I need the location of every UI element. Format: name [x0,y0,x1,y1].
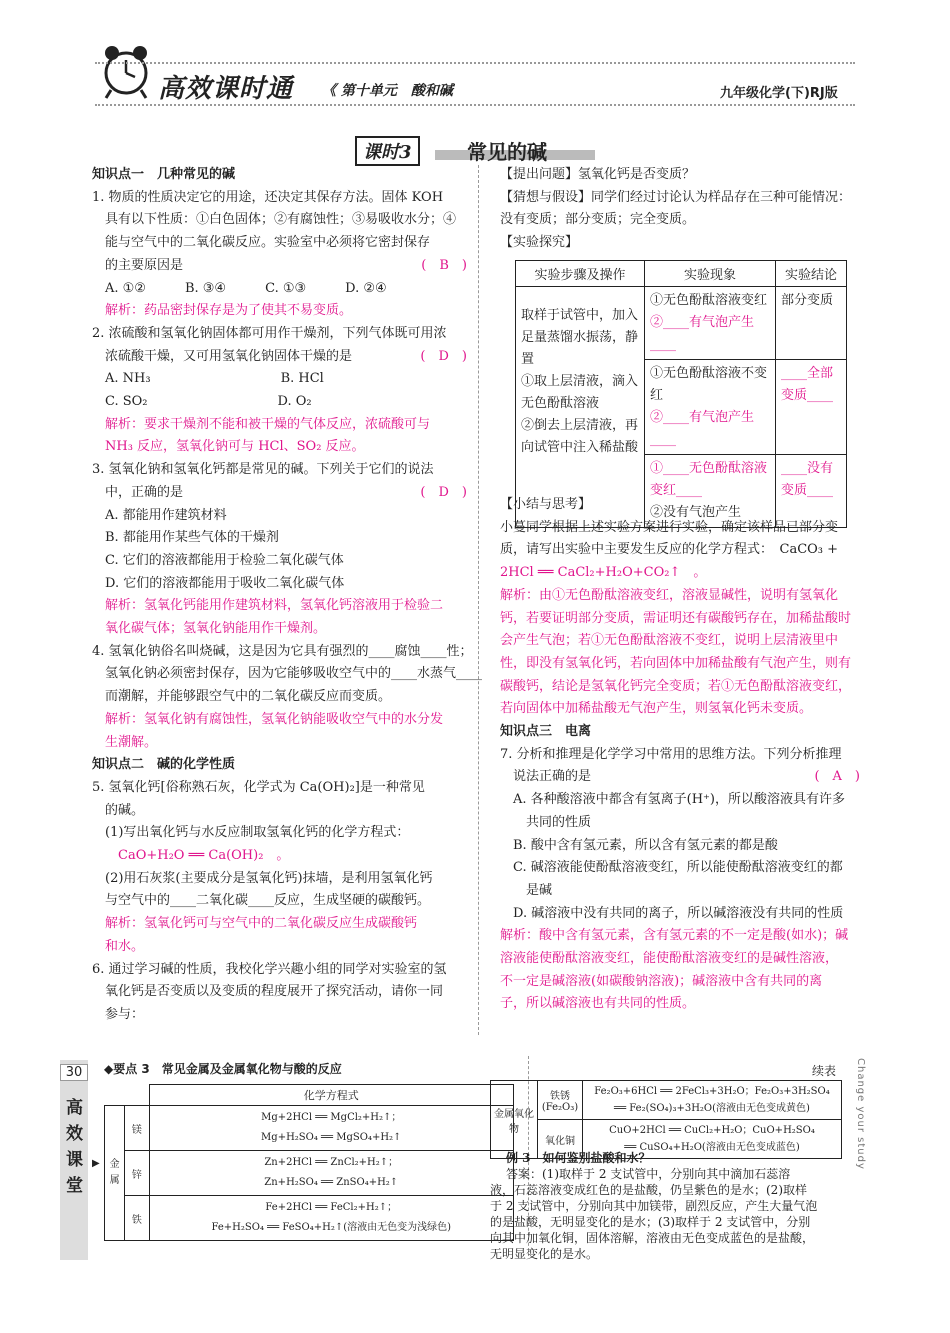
line-text: 小蔓同学根据上述实验方案进行实验，确定该样品已部分变 [500,519,839,535]
equation: Mg+H₂SO₄ ══ MgSO₄+H₂↑ [261,1132,402,1143]
text-line [105,369,324,389]
analysis-line [500,654,851,674]
right-column-middle [500,495,860,1035]
equation: ══ Fe₂(SO₄)₃+3H₂O(溶液由无色变成黄色) [614,1103,810,1114]
line-text: NH₃ 反应，氢氧化钠可与 HCl、SO₂ 反应。 [105,439,365,455]
line-text: 氢氧化钠必须密封保存，因为它能够吸收空气中的____水蒸气____ [105,666,483,682]
section-heading [92,755,235,775]
exp-phenomenon-1: ①____无色酚酞溶液变红____ [650,461,768,498]
text-line [500,518,838,538]
line-text: A. 都能用作建筑材料 [105,507,227,523]
equation: Zn+2HCl ══ ZnCl₂+H₂↑； [264,1157,399,1168]
exp-conclusion-cell: ____没有变质____ [776,455,847,528]
line-text: 1. 物质的性质决定它的用途，还决定其保存方法。固体 KOH [92,189,444,205]
equation: Mg+2HCl ══ MgCl₂+H₂↑； [261,1112,402,1123]
oxide-equations [583,1081,842,1120]
exp-step-cell: 取样于试管中，加入足量蒸馏水振荡，静置 ①取上层清液，滴入无色酚酞溶液 ②倒去上层清液，再向试管中注入稀盐酸 [516,287,645,528]
analysis-line [500,972,822,992]
text-line [526,881,552,901]
line-text: 浓硫酸干燥，又可用氢氧化钠固体干燥的是 [105,348,353,364]
text-line [92,460,434,480]
line-text: 会产生气泡；若①无色酚酞溶液不变红，说明上层清液里中 [500,633,839,649]
text-line [500,165,695,185]
line-text: 解析：由①无色酚酞溶液变红，溶液显碱性，说明有氢氧化 [500,587,839,603]
line-text: 钙，若要证明部分变质，需证明还有碳酸钙存在，加稀盐酸时 [500,610,852,626]
line-text: 质，请写出实验中主要发生反应的化学方程式： CaCO₃ + [500,542,839,558]
exp-header-conclusion: 实验结论 [776,261,847,287]
line-text: 共同的性质 [526,814,592,830]
exp-conclusion-cell: 部分变质 [776,287,847,360]
line-text: 知识点一 几种常见的碱 [92,167,236,182]
left-column [92,165,483,1045]
example-block [490,1150,850,1262]
text-line [105,687,391,707]
exp-phenomenon-cell [645,287,776,360]
line-text: C. SO₂ D. O₂ [105,394,312,409]
lesson-title: 常见的碱 [467,140,547,164]
line-text: 溶液能使酚酞溶液变红，能使酚酞溶液变红的是碱性溶液， [500,951,839,966]
vertical-slogan: Change your study [855,1058,866,1170]
text-line [105,528,279,548]
alarm-clock-logo-icon [95,40,157,102]
text-line [105,891,430,911]
text-line [500,210,695,230]
line-text: 而潮解，并能够跟空气中的二氧化碳反应而变质。 [105,689,392,705]
text-line [92,778,425,798]
analysis-line [500,994,695,1014]
line-text: 能与空气中的二氧化碳反应。实验室中必须将它密封保存 [105,235,431,251]
example-line: 的是盐酸，无明显变化的是水；(3)取样于 2 支试管中，分别 [490,1215,811,1229]
line-text: C. 它们的溶液都能用于检验二氧化碳气体 [105,552,344,568]
analysis-line [105,914,417,934]
line-text: 生潮解。 [105,734,158,750]
line-text: 没有变质；部分变质；完全变质。 [500,212,696,228]
analysis-line [105,937,144,957]
text-line [105,1005,144,1025]
line-text: 具有以下性质：①白色固体；②有腐蚀性；③易吸收水分；④ [105,212,457,228]
line-text: 知识点三 电离 [500,724,592,739]
analysis-line [105,415,430,435]
text-line [105,574,344,594]
text-line [500,495,591,515]
line-text: 【提出问题】氢氧化钙是否变质？ [500,167,696,182]
metal-name: 铁 [125,1196,149,1241]
side-label: 高效课堂 [66,1098,83,1196]
text-line [105,392,312,412]
line-text: 不一定是碱溶液(如碳酸钠溶液)；碱溶液中含有共同的离 [500,973,823,989]
edition-label: 九年级化学(下)RJ版 [720,86,838,101]
page-number-tab [60,1060,88,1260]
analysis-line [500,609,851,629]
line-text: 5. 氢氧化钙[俗称熟石灰，化学式为 Ca(OH)₂]是一种常见 [92,779,425,795]
metal-equations [149,1106,514,1151]
analysis-line [105,301,352,321]
line-text: C. 碱溶液能使酚酞溶液变红，所以能使酚酞溶液变红的都 [513,860,843,876]
line-text: 解析：要求干燥剂不能和被干燥的气体反应，浓硫酸可与 [105,416,431,432]
text-line [513,858,843,878]
text-line [105,869,433,889]
exp-conclusion-cell: ____全部变质____ [776,360,847,455]
line-text: (2)用石灰浆(主要成分是氢氧化钙)抹墙，是利用氢氧化钙 [105,870,433,886]
analysis-line [500,926,848,946]
line-text: 【实验探究】 [500,235,579,251]
equation: Zn+H₂SO₄ ══ ZnSO₄+H₂↑ [264,1177,399,1188]
line-text: D. 碱溶液中没有共同的离子，所以碱溶液没有共同的性质 [513,905,844,921]
line-text: 知识点二 碱的化学性质 [92,757,236,773]
line-text: B. 酸中含有氢元素，所以含有氢元素的都是酸 [513,837,778,853]
text-line [500,745,842,765]
line-text: 4. 氢氧化钠俗名叫烧碱，这是因为它具有强烈的____腐蚀____性； [92,643,473,659]
line-text: A. 各种酸溶液中都含有氢离子(H⁺)，所以酸溶液具有许多 [513,792,845,808]
line-text: 解析：氢氧化钠有腐蚀性，氢氧化钠能吸收空气中的水分发 [105,711,444,727]
oxide-name: 氧化铜 [538,1120,583,1159]
line-text: 2. 浓硫酸和氢氧化钠固体都可用作干燥剂，下列气体既可用浓 [92,325,447,341]
line-text: A. ①② B. ③④ C. ①③ D. ②④ [105,280,387,296]
line-text: 是碱 [526,882,553,898]
exp-phenomenon-2: ②____有气泡产生____ [650,315,755,352]
analysis-line [105,437,365,457]
text-line [513,904,843,924]
text-line [105,483,183,503]
analysis-line [500,631,838,651]
metal-group-cell: 金属 [105,1106,125,1241]
line-text: 【小结与思考】 [500,497,592,512]
metal-acid-table [104,1084,514,1241]
equation: ══ CuSO₄+H₂O(溶液由无色变成蓝色) [624,1142,800,1153]
analysis-line [500,677,851,697]
text-line [105,551,344,571]
key-point-title: ◆要点 3 常见金属及金属氧化物与酸的反应 [104,1062,342,1076]
analysis-line [500,586,838,606]
example-line: 于 2 支试管中，分别向其中加镁带，剧烈反应，产生大量气泡 [490,1199,818,1213]
table-header: 化学方程式 [149,1085,514,1106]
answer-choice: ( B ) [421,257,467,273]
line-text: 性，即没有氢氧化钙，若向固体中加稀盐酸有气泡产生，则有 [500,655,852,671]
line-text: 【猜想与假设】同学们经过讨论认为样品存在三种可能情况： [500,189,852,205]
line-text: 子，所以碱溶液也有共同的性质。 [500,996,696,1012]
analysis-line [105,596,443,616]
experiment-table [515,260,847,528]
answer-choice: ( D ) [420,348,467,364]
line-text: D. 它们的溶液都能用于吸收二氧化碳气体 [105,575,345,591]
line-text: 3. 氢氧化钠和氢氧化钙都是常见的碱。下列关于它们的说法 [92,462,434,478]
text-line [513,790,845,810]
line-text: 氧化碳气体；氢氧化钠能用作干燥剂。 [105,621,327,636]
text-line [105,256,183,276]
continued-label: 续表 [812,1064,837,1078]
exp-phenomenon-1: ①无色酚酞溶液变红 [650,293,768,308]
section-heading [92,165,235,185]
analysis-line [500,699,812,719]
analysis-line [105,846,289,866]
unit-title: 《 第十单元 酸和碱 [322,83,453,99]
line-text: 说法正确的是 [513,769,592,785]
exp-phenomenon-2: ②____有气泡产生____ [650,410,755,447]
example-answer [490,1166,850,1262]
header-dotted-rule [95,104,855,107]
line-text: 碳酸钙，结论是氢氧化钙完全变质；若①无色酚酞溶液变红， [500,678,852,694]
text-line [513,767,591,787]
example-line: 液，石蕊溶液变成红色的是盐酸，仍呈紫色的是水；(2)取样 [490,1183,808,1197]
text-line [92,642,473,662]
text-line [92,960,447,980]
text-line [500,233,578,253]
oxide-group-cell: 金属氧化物 [491,1081,538,1159]
text-line [105,664,482,684]
header [0,0,950,120]
lesson-banner [355,136,600,164]
analysis-line [500,949,838,969]
text-line [105,347,352,367]
header-dotted-rule [95,62,855,65]
line-text: 的主要原因是 [105,257,184,273]
example-title: 例 3 如何鉴别盐酸和水？ [506,1151,651,1165]
metal-name: 镁 [125,1106,149,1151]
line-text: 解析：酸中含有氢元素，含有氢元素的不一定是酸(如水)；碱 [500,928,849,944]
equation: Fe+H₂SO₄ ══ FeSO₄+H₂↑(溶液由无色变为浅绿色) [211,1222,452,1233]
text-line [92,324,447,344]
text-line [500,188,851,208]
example-line: 向其中加氧化铜，固体溶解，溶液由无色变成蓝色的是盐酸， [490,1231,815,1245]
text-line [526,813,591,833]
answer-choice: ( D ) [420,484,467,500]
exp-phenomenon-2: ②没有气泡产生 [650,505,742,520]
exp-header-phenomenon: 实验现象 [645,261,776,287]
brand-title: 高效课时通 [158,74,294,104]
text-line [105,982,443,1002]
lesson-badge: 课时3 [355,136,420,166]
column-divider [478,165,479,1035]
analysis-line [105,619,326,639]
section-heading [500,722,591,742]
line-text: A. NH₃ B. HCl [105,371,324,387]
example-line: 无明显变化的是水。 [490,1247,599,1261]
line-text: 和水。 [105,938,145,954]
text-line [105,801,144,821]
text-line [105,823,409,843]
exp-header-step: 实验步骤及操作 [516,261,645,287]
exp-phenomenon-cell [645,360,776,455]
equation: CuO+2HCl ══ CuCl₂+H₂O；CuO+H₂SO₄ [609,1125,815,1136]
metal-equations [149,1196,514,1241]
oxide-acid-table [490,1080,842,1159]
text-line [105,233,430,253]
line-text: 6. 通过学习碱的性质，我校化学兴趣小组的同学对实验室的氢 [92,961,447,977]
right-column-top [500,165,860,255]
text-line [105,279,387,299]
line-text: 7. 分析和推理是化学学习中常用的思维方法。下列分析推理 [500,746,842,762]
text-line [92,188,443,208]
text-line [513,836,778,856]
line-text: CaO+H₂O ══ Ca(OH)₂ 。 [105,848,290,863]
metal-equations [149,1151,514,1196]
answer-choice: ( A ) [814,769,860,785]
text-line [105,506,227,526]
analysis-line [500,563,706,583]
metal-name: 锌 [125,1151,149,1196]
oxide-name: 铁锈(Fe₂O₃) [538,1081,583,1120]
line-text: 参与： [105,1006,145,1022]
page-number: 30 [60,1064,88,1081]
line-text: B. 都能用作某些气体的干燥剂 [105,530,279,546]
example-line: 答案：(1)取样于 2 支试管中，分别向其中滴加石蕊溶 [506,1167,791,1181]
line-text: 解析：药品密封保存是为了使其不易变质。 [105,303,353,319]
equation: Fe₂O₃+6HCl ══ 2FeCl₃+3H₂O；Fe₂O₃+3H₂SO₄ [594,1086,830,1097]
analysis-line [105,710,443,730]
exp-phenomenon-1: ①无色酚酞溶液不变红 [650,366,768,403]
line-text: 氧化钙是否变质以及变质的程度展开了探究活动，请你一同 [105,984,444,1000]
line-text: 中，正确的是 [105,484,184,500]
text-line [105,210,456,230]
line-text: 若向固体中加稀盐酸无气泡产生，则氢氧化钙未变质。 [500,701,813,717]
line-text: 2HCl ══ CaCl₂+H₂O+CO₂↑ 。 [500,565,707,581]
line-text: 与空气中的____二氧化碳____反应，生成坚硬的碳酸钙。 [105,893,431,909]
line-text: (1)写出氧化钙与水反应制取氢氧化钙的化学方程式： [105,825,410,841]
text-line [500,540,838,560]
side-arrow-icon: ▶ [92,1158,100,1169]
line-text: 解析：氢氧化钙可与空气中的二氧化碳反应生成碳酸钙 [105,916,418,932]
line-text: 解析：氢氧化钙能用作建筑材料，氢氧化钙溶液用于检验二 [105,598,444,614]
line-text: 的碱。 [105,802,145,818]
footer-section [60,1048,890,1308]
equation: Fe+2HCl ══ FeCl₂+H₂↑； [265,1202,398,1213]
analysis-line [105,733,157,753]
